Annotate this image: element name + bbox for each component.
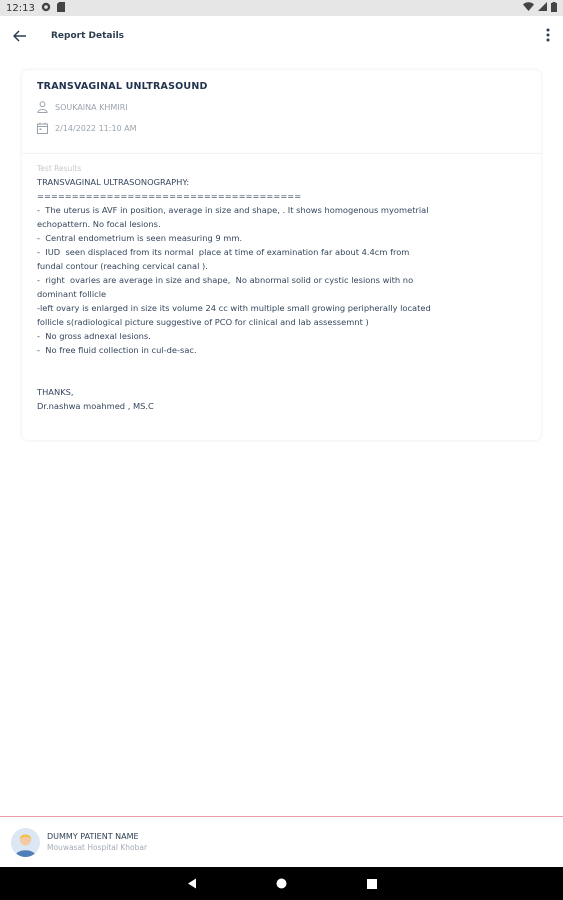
calendar-icon [37,122,49,134]
person-icon [37,101,49,113]
patient-name: SOUKAINA KHMIRI [55,102,128,112]
status-time: 12:13 [6,2,35,14]
report-title: TRANSVAGINAL UNLTRASOUND [37,81,208,92]
notification-icon [41,2,51,15]
triangle-back-icon [187,874,197,893]
app-bar [0,16,563,56]
status-bar [0,0,563,16]
page-title: Report Details [51,31,125,41]
signal-icon [538,2,547,14]
arrow-back-icon [13,27,27,46]
report-card-header [22,70,541,150]
report-card [22,70,541,440]
sd-card-icon [57,2,65,15]
date-row [37,122,526,134]
results-label: Test Results [37,164,82,173]
nav-back-button[interactable] [147,867,237,900]
back-button[interactable] [2,18,38,54]
square-recents-icon [367,874,377,893]
system-nav-bar [0,867,563,900]
battery-icon [551,2,557,15]
overflow-menu-button[interactable] [533,18,563,54]
nav-home-button[interactable] [237,867,327,900]
wifi-icon [523,2,534,14]
avatar [11,828,40,857]
more-vert-icon [546,27,550,46]
nav-recents-button[interactable] [327,867,417,900]
report-date: 2/14/2022 11:10 AM [55,123,137,133]
patient-info [47,832,147,852]
patient-bar[interactable] [0,817,563,867]
patient-row [37,101,526,113]
circle-home-icon [276,874,287,893]
patient-bar-hospital: Mouwasat Hospital Khobar [47,843,148,852]
report-card-body [22,154,541,413]
patient-bar-name: DUMMY PATIENT NAME [47,832,139,841]
results-text: TRANSVAGINAL ULTRASONOGRAPHY: ====================================== - The uterus is AVF in position, average in size and shape, . It shows homogenous myometrial echopattern. No focal lesions. - Central endometrium is seen measuring 9 mm. - IUD seen displaced from its normal place at time of examination far about 4.4cm from fundal contour (reaching cervical canal ). - right ovaries are average in size and shape, No abnormal solid or cystic lesions with no dominant follicle -left ovary is enlarged in size its volume 24 cc with multiple small growing peripherally located follicle s(radiological picture suggestive of PCO for clinical and lab assessemnt ) - No gross adnexal lesions. - No free fluid collection in cul-de-sac. THANKS, Dr.nashwa moahmed , MS.C [37,177,431,411]
